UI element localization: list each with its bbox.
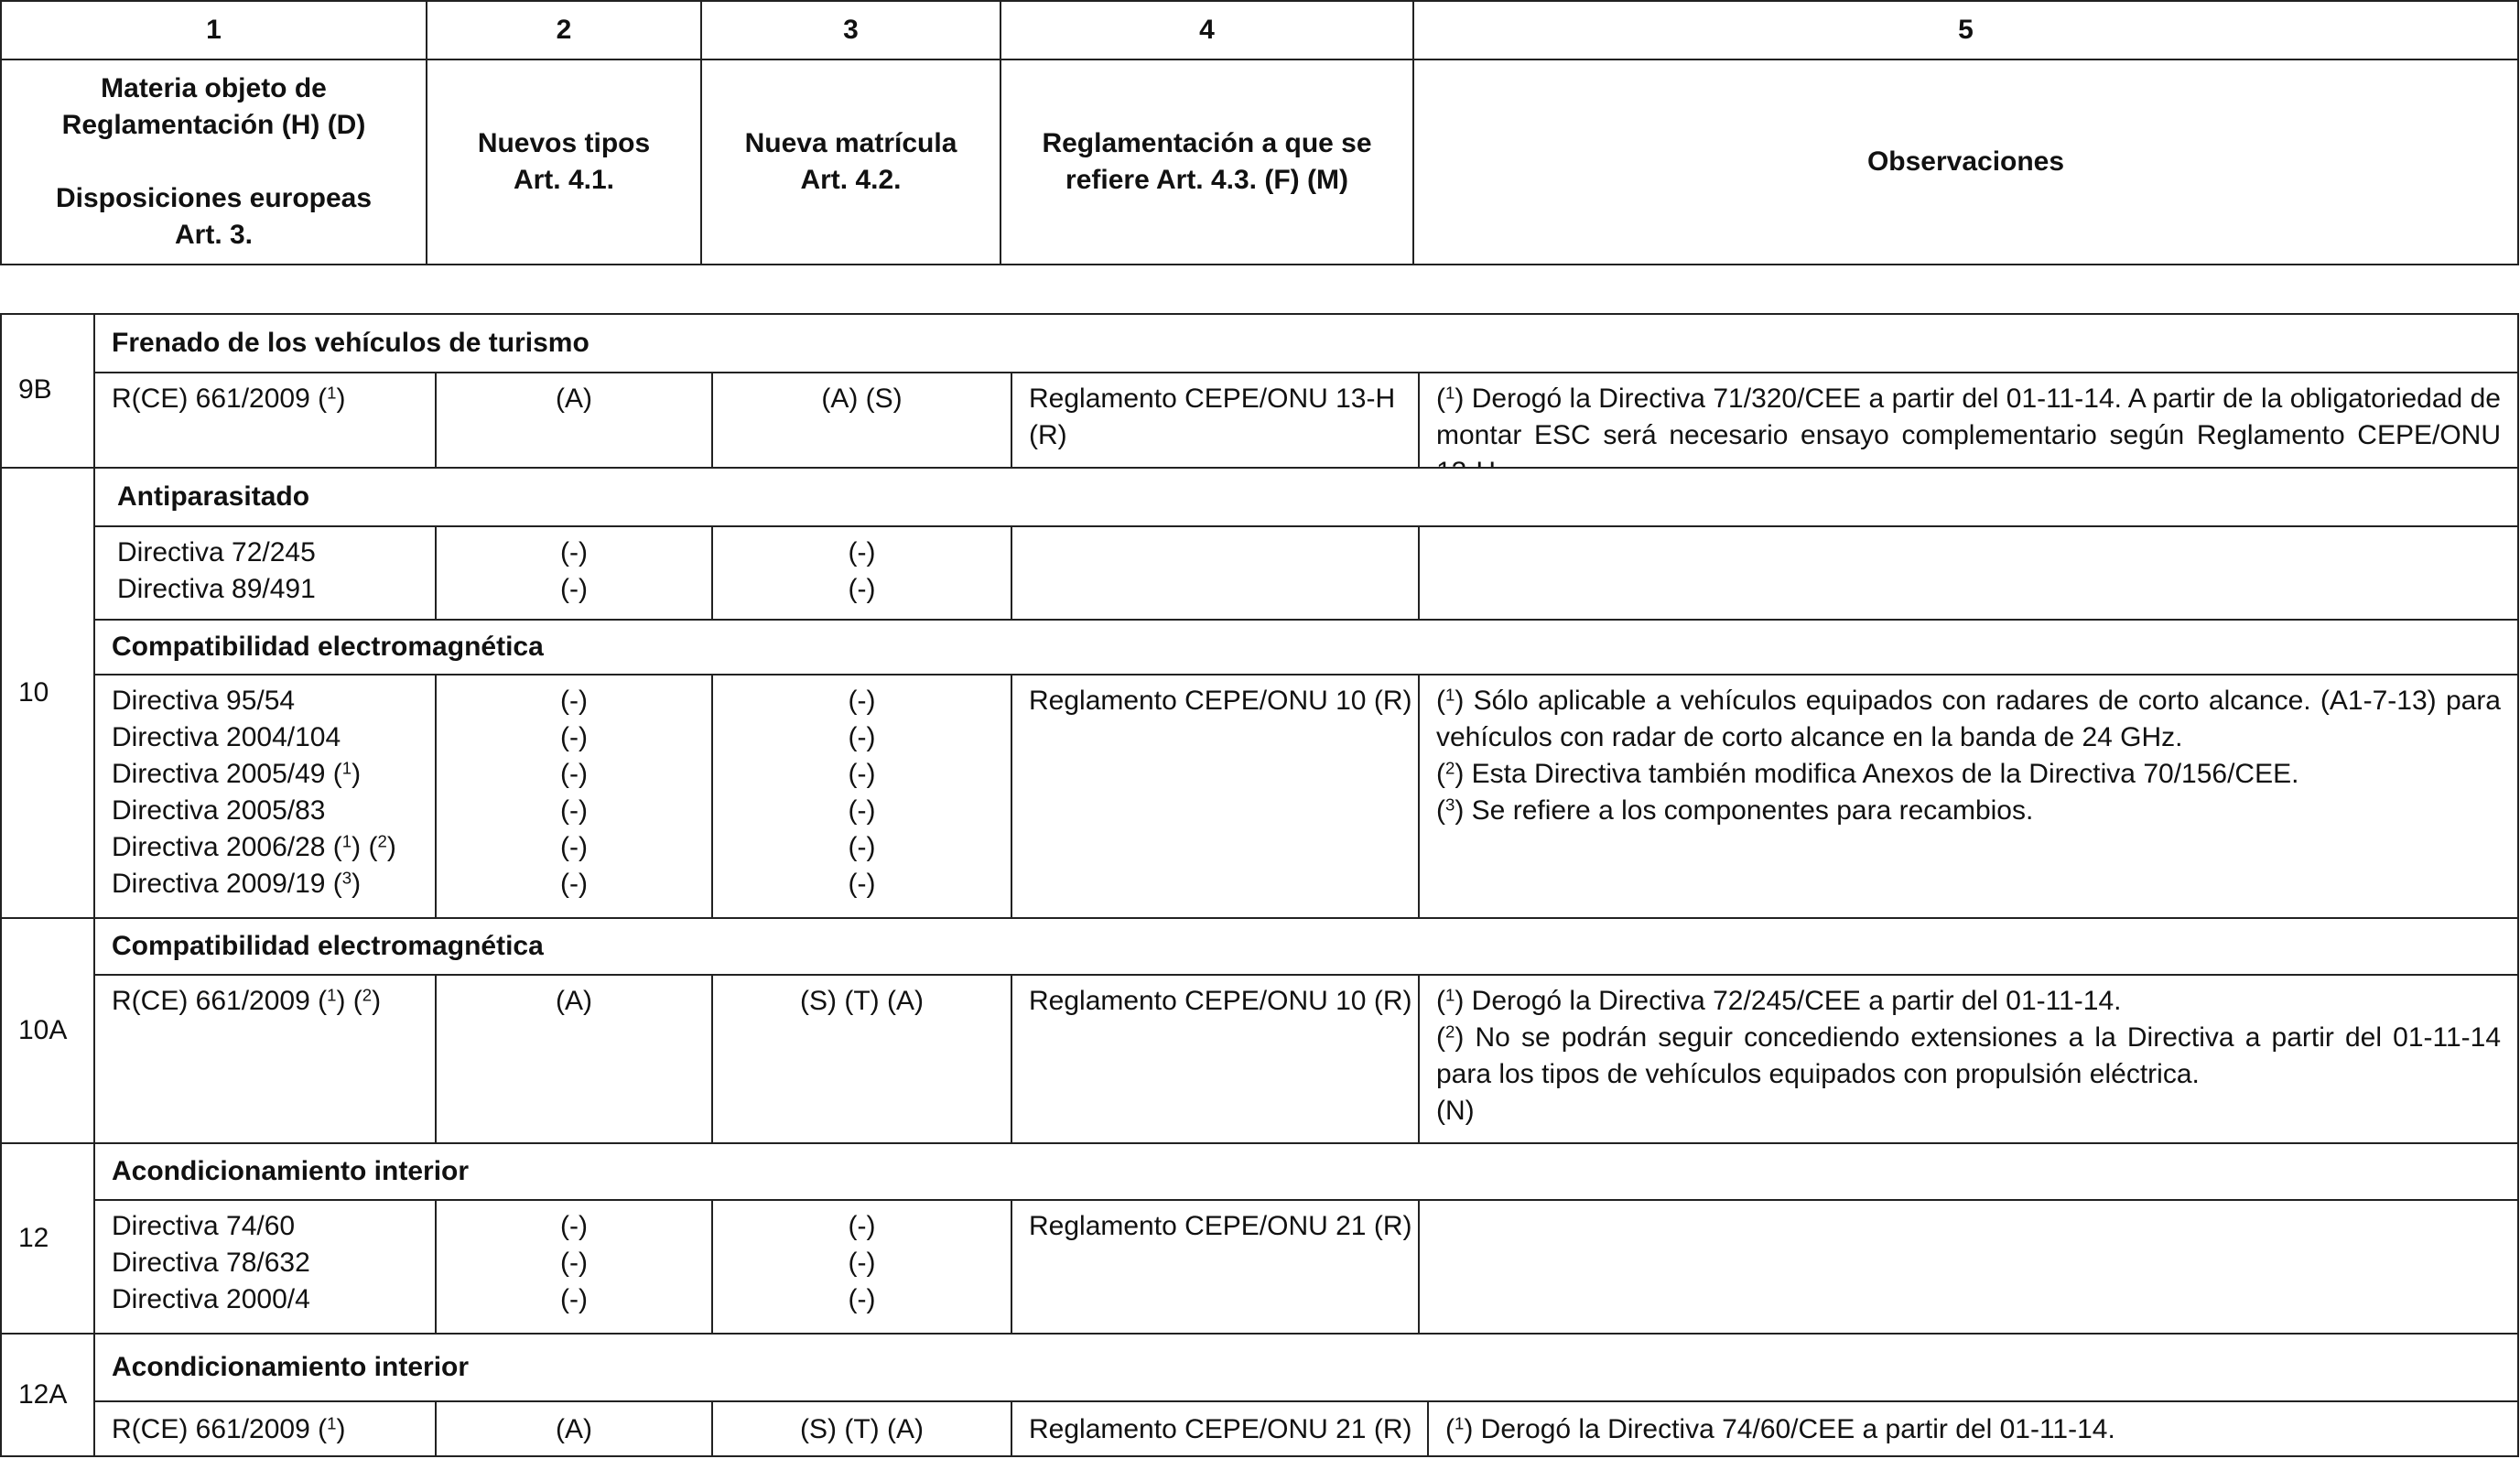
header-col1-line2: Reglamentación (H) (D) <box>61 110 366 140</box>
footnote-ref: 1 <box>1445 985 1455 1005</box>
observation-text: Se refiere a los componentes para recambios. <box>1471 795 2034 826</box>
row-10A-regulation-text: Reglamento CEPE/ONU 10 (R) <box>1029 986 1412 1016</box>
header-col1-line4: Art. 3. <box>174 220 254 250</box>
footnote-ref: 2 <box>362 985 373 1005</box>
row-12A-registration <box>711 1400 1012 1457</box>
value-item: (-) <box>848 537 876 567</box>
section-title-compatibilidad: Compatibilidad electromagnética <box>93 619 2519 675</box>
provision-item: Directiva 72/245 <box>117 537 316 567</box>
row-12A-regulation-text: Reglamento CEPE/ONU 21 (R) <box>1029 1414 1412 1444</box>
provision-item: Directiva 74/60 <box>112 1211 296 1241</box>
col-number-5: 5 <box>1412 0 2519 60</box>
row-9B-regulation-l1: Reglamento CEPE/ONU 13-H <box>1029 384 1396 414</box>
provision-item: Directiva 95/54 <box>112 686 296 716</box>
row-9B-observation-text: Derogó la Directiva 71/320/CEE a partir del 01-11-14. A partir de la obligatoriedad de montar ESC será necesario ensayo complementario según Reglamento CEPE/ONU <box>1436 384 2501 450</box>
provision-item: Directiva 2009/19 <box>112 869 326 899</box>
value-item: (-) <box>848 795 876 826</box>
row-12A-observations: ($^1$) Derogó la Directiva 74/60/CEE a partir del 01-11-14. <box>1427 1400 2519 1457</box>
section-title-compatibilidad-10A: Compatibilidad electromagnética <box>93 917 2519 976</box>
footnote-ref: 1 <box>341 831 352 851</box>
value-item: (-) <box>848 1248 876 1278</box>
row-id-10A: 10A <box>0 917 95 1144</box>
value-item: (-) <box>848 1284 876 1314</box>
row-12A-new-types <box>435 1400 713 1457</box>
header-col5-label: Observaciones <box>1866 146 2065 177</box>
footnote-ref: 1 <box>1455 1413 1465 1433</box>
header-col2 <box>426 59 702 265</box>
row-10A-provision: R(CE) 661/2009 ($^1$) ($^2$) <box>93 974 437 1144</box>
header-col2-line2: Art. 4.1. <box>513 165 615 195</box>
value-item: (-) <box>848 722 876 752</box>
row-10a-provisions <box>93 525 437 621</box>
observation-tail: (N) <box>1436 1096 1475 1126</box>
row-10A-registration-value: (S) (T) (A) <box>800 986 924 1016</box>
provision-item: Directiva 89/491 <box>117 574 316 604</box>
section-title-frenado: Frenado de los vehículos de turismo <box>93 313 2519 373</box>
observation-text: Derogó la Directiva 72/245/CEE a partir del 01-11-14. <box>1471 986 2122 1016</box>
row-10A-new-types-value: (A) <box>556 986 592 1016</box>
section-title-acondicionamiento: Acondicionamiento interior <box>93 1142 2519 1201</box>
footnote-ref: 3 <box>341 868 352 888</box>
provision-item: Directiva 2004/104 <box>112 722 341 752</box>
row-10A-regulation <box>1011 974 1420 1144</box>
row-9B-observations: ($^1$) Derogó la Directiva 71/320/CEE a partir del 01-11-14. A partir de la obligatoriedad de montar ESC será necesario ensayo complementario según Reglamento CEPE/ONU <box>1418 372 2519 469</box>
value-item: (-) <box>848 759 876 789</box>
row-10a-regulation <box>1011 525 1420 621</box>
row-9B-regulation-l2: (R) <box>1029 420 1067 450</box>
value-item: (-) <box>848 869 876 899</box>
header-col5 <box>1412 59 2519 265</box>
row-id-9B: 9B <box>0 313 95 469</box>
footnote-ref: 1 <box>341 758 352 778</box>
header-col4-line1: Reglamentación a que se <box>1042 128 1372 158</box>
footnote-ref: 1 <box>327 1413 337 1433</box>
row-10A-registration <box>711 974 1012 1144</box>
row-9B-new-types-value: (A) <box>556 384 592 414</box>
section-title-antiparasitado: Antiparasitado <box>93 467 2519 527</box>
value-item: (-) <box>848 1211 876 1241</box>
row-12-regulation-text: Reglamento CEPE/ONU 21 (R) <box>1029 1211 1412 1241</box>
value-item: (-) <box>560 832 588 862</box>
row-12-observations <box>1418 1199 2519 1335</box>
provision-item: Directiva 2000/4 <box>112 1284 310 1314</box>
value-item: (-) <box>560 574 588 604</box>
row-12-registration <box>711 1199 1012 1335</box>
row-9B-provision-text: R(CE) 661/2009 <box>112 384 310 414</box>
row-9B-new-types <box>435 372 713 469</box>
value-item: (-) <box>560 1284 588 1314</box>
provision-item: Directiva 2005/83 <box>112 795 326 826</box>
footnote-ref: 1 <box>327 985 337 1005</box>
row-10b-registration <box>711 674 1012 919</box>
row-12A-regulation <box>1011 1400 1429 1457</box>
col-number-1: 1 <box>0 0 427 60</box>
row-10a-registration <box>711 525 1012 621</box>
row-10b-observations: ($^1$) Sólo aplicable a vehículos equipados con radares de corto alcance. (A1-7-13) para vehículos con radar de corto alcance en la banda de 24 GHz. ($^2$) Esta Directiva también modifica Anexos de la Directiva 70/156/CEE. ($^3$) Se refiere a los componentes para recambios. <box>1418 674 2519 919</box>
header-col1 <box>0 59 427 265</box>
row-10b-provisions: Directiva 95/54 Directiva 2004/104 Directiva 2005/49 ($^1$) Directiva 2005/83 Directiva 2006/28 ($^1$) ($^2$) Directiva 2009/19 ($^3$) <box>93 674 437 919</box>
value-item: (-) <box>848 832 876 862</box>
row-id-12: 12 <box>0 1142 95 1335</box>
value-item: (-) <box>560 869 588 899</box>
observation-text: No se podrán seguir concediendo extensiones a la Directiva a partir del 01-11-14 para los tipos de vehículos equipados con propulsión eléctrica. <box>1436 1022 2502 1089</box>
footnote-ref: 2 <box>1445 1021 1455 1042</box>
col-number-2: 2 <box>426 0 702 60</box>
row-12A-new-types-value: (A) <box>556 1414 592 1444</box>
footnote-ref: 3 <box>1445 794 1455 815</box>
row-12-regulation <box>1011 1199 1420 1335</box>
value-item: (-) <box>560 537 588 567</box>
row-id-10: 10 <box>0 467 95 919</box>
footnote-ref: 1 <box>1445 383 1455 403</box>
footnote-ref: 1 <box>1445 685 1455 705</box>
footnote-ref: 2 <box>1445 758 1455 778</box>
row-10A-observations: ($^1$) Derogó la Directiva 72/245/CEE a partir del 01-11-14. ($^2$) No se podrán seguir concediendo extensiones a la Directiva a partir del 01-11-14 para los tipos de vehículos equipados con propulsión eléctrica. (N) <box>1418 974 2519 1144</box>
header-col4-line2: refiere Art. 4.3. (F) (M) <box>1065 165 1348 195</box>
value-item: (-) <box>560 722 588 752</box>
header-col1-line1: Materia objeto de <box>101 73 327 103</box>
row-10a-new-types <box>435 525 713 621</box>
header-col3 <box>700 59 1001 265</box>
footnote-ref: 1 <box>327 383 337 403</box>
row-9B-regulation <box>1011 372 1420 469</box>
header-col3-line1: Nueva matrícula <box>744 128 957 158</box>
value-item: (-) <box>848 686 876 716</box>
value-item: (-) <box>848 574 876 604</box>
row-12-new-types <box>435 1199 713 1335</box>
row-10b-regulation-text: Reglamento CEPE/ONU 10 (R) <box>1029 686 1412 716</box>
row-id-12A: 12A <box>0 1333 95 1457</box>
header-col4 <box>1000 59 1414 265</box>
value-item: (-) <box>560 686 588 716</box>
footnote-ref: 2 <box>377 831 387 851</box>
observation-text: Esta Directiva también modifica Anexos de la Directiva 70/156/CEE. <box>1471 759 2299 789</box>
row-12A-registration-value: (S) (T) (A) <box>800 1414 924 1444</box>
col-number-3: 3 <box>700 0 1001 60</box>
value-item: (-) <box>560 795 588 826</box>
header-col1-line3: Disposiciones europeas <box>55 183 373 213</box>
col-number-4: 4 <box>1000 0 1414 60</box>
row-12A-provision-text: R(CE) 661/2009 <box>112 1414 310 1444</box>
row-12A-provision: R(CE) 661/2009 ($^1$) <box>93 1400 437 1457</box>
row-10A-provision-text: R(CE) 661/2009 <box>112 986 310 1016</box>
row-10b-new-types <box>435 674 713 919</box>
row-12A-observation-text: Derogó la Directiva 74/60/CEE a partir del 01-11-14. <box>1480 1414 2115 1444</box>
provision-item: Directiva 2005/49 <box>112 759 326 789</box>
value-item: (-) <box>560 1211 588 1241</box>
provision-item: Directiva 78/632 <box>112 1248 310 1278</box>
row-10A-new-types <box>435 974 713 1144</box>
provision-item: Directiva 2006/28 <box>112 832 326 862</box>
row-9B-provision: R(CE) 661/2009 ($^1$) <box>93 372 437 469</box>
section-title-acondicionamiento-12A: Acondicionamiento interior <box>93 1333 2519 1402</box>
header-col3-line2: Art. 4.2. <box>800 165 902 195</box>
header-col2-line1: Nuevos tipos <box>477 128 651 158</box>
row-12-provisions <box>93 1199 437 1335</box>
row-10b-regulation <box>1011 674 1420 919</box>
row-10a-observations <box>1418 525 2519 621</box>
row-9B-registration <box>711 372 1012 469</box>
value-item: (-) <box>560 1248 588 1278</box>
value-item: (-) <box>560 759 588 789</box>
row-9B-registration-value: (A) (S) <box>821 384 903 414</box>
observation-text: Sólo aplicable a vehículos equipados con radares de corto alcance. (A1-7-13) para vehículos con radar de corto alcance en la banda de 24 GHz. <box>1436 686 2501 752</box>
